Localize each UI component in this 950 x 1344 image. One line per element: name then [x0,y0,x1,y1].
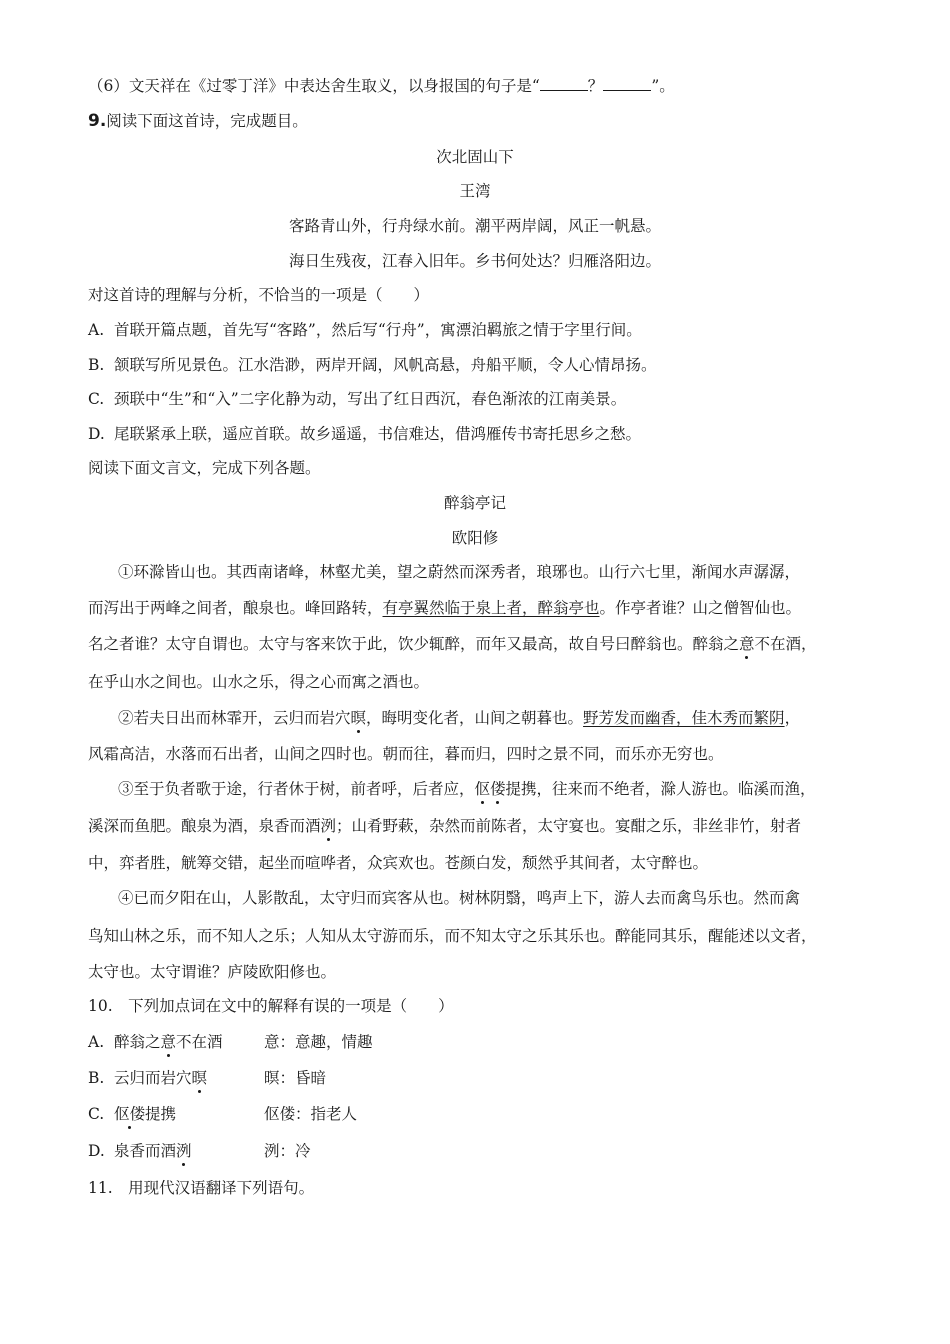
dotted-word: 意 [160,1033,177,1051]
option-word [114,1104,264,1124]
passage-p4-line3: 太守也。太守谓谁？庐陵欧阳修也。 [88,963,337,981]
dotted-word-yi: 意 [739,635,755,653]
poem-line-1: 客路青山外，行舟绿水前。潮平两岸阔，风正一帆悬。 [288,217,661,235]
option-text: 颔联写所见景色。江水浩渺，两岸开阔，风帆高悬，舟船平顺，令人心情昂扬。 [114,356,657,374]
poem-line-2: 海日生残夜，江春入旧年。乡书何处达？归雁洛阳边。 [288,252,661,270]
text-run: 溪深而鱼肥。酿泉为酒，泉香而酒 [88,817,321,835]
dotted-word-yu: 伛 [474,780,491,798]
dotted-word-ming: 暝 [350,709,367,727]
q10-option-c [88,1104,878,1124]
q9-prompt: 阅读下面这首诗，完成题目。 [106,112,308,130]
passage-p2-line2: 风霜高洁，水落而石出者，山间之四时也。朝而往，暮而归，四时之景不同，而乐亦无穷也。 [88,745,724,763]
option-text: 颈联中“生”和“入”二字化静为动，写出了红日西沉，春色渐浓的江南美景。 [114,390,627,408]
q10-option-b [88,1068,878,1088]
option-explanation: 伛偻：指老人 [264,1105,358,1123]
dotted-word-lie: 洌 [320,817,337,835]
dotted-word: 洌 [176,1142,192,1160]
option-explanation: 意：意趣，情趣 [264,1033,373,1051]
dotted-word: 伛偻 [114,1105,146,1123]
option-label: A. [88,1033,105,1051]
option-text: 首联开篇点题，首先写“客路”，然后写“行舟”，寓漂泊羁旅之情于字里行间。 [114,321,642,339]
passage-author: 欧阳修 [451,529,499,547]
q9-option-a [88,320,878,340]
q8-6-text-b: ”。 [651,77,675,95]
text-run: 云归而岩穴 [114,1069,192,1087]
option-text: 尾联紧承上联，遥应首联。故乡遥遥，书信难达，借鸿雁传书寄托思乡之愁。 [114,425,642,443]
text-run: 泉香而酒 [114,1142,177,1160]
passage-p2-line1 [118,708,878,728]
q9-option-b [88,355,878,375]
option-explanation: 暝：昏暗 [264,1069,327,1087]
passage-title: 醉翁亭记 [443,494,506,512]
text-run: ②若夫日出而林霏开，云归而岩穴 [118,709,351,727]
passage-p1-line2 [88,598,878,618]
option-label: C. [88,390,105,408]
text-run: ， [784,709,801,727]
q10-option-a [88,1032,878,1052]
text-run: 不在酒， [754,635,817,653]
text-run: 名之者谁？太守自谓也。太守与客来饮于此，饮少辄醉，而年又最高，故自号曰醉翁也。醉翁之 [88,635,740,653]
text-run: 提携，往来而不绝者，滁人游也。临溪而渔， [505,780,816,798]
q11-question: 11. 用现代汉语翻译下列语句。 [88,1179,315,1197]
passage-p1-line4: 在乎山水之间也。山水之乐，得之心而寓之酒也。 [88,673,430,691]
option-word [114,1032,264,1052]
text-run: ③至于负者歌于途，行者休于树，前者呼，后者应， [118,780,475,798]
passage-p3-line3: 中，弈者胜，觥筹交错，起坐而喧哗者，众宾欢也。苍颜白发，颓然乎其间者，太守醉也。 [88,854,709,872]
answer-blank-2 [603,90,651,91]
text-run: 醉翁之 [114,1033,161,1051]
option-word [114,1141,264,1161]
q10-question: 10. 下列加点词在文中的解释有误的一项是（ ） [88,997,454,1015]
option-label: C. [88,1105,105,1123]
text-run: 。作亭者谁？山之僧智仙也。 [599,599,802,617]
q8-6-sep: ？ [587,77,604,95]
underlined-sentence-2: 野芳发而幽香，佳木秀而繁阴 [583,709,785,727]
dotted-word: 暝 [191,1069,208,1087]
text-run: 提携 [145,1105,177,1123]
passage-p1-line1: ①环滁皆山也。其西南诸峰，林壑尤美，望之蔚然而深秀者，琅琊也。山行六七里，渐闻水声潺潺， [118,563,801,581]
option-label: B. [88,356,105,374]
q9-question: 对这首诗的理解与分析，不恰当的一项是（ ） [88,286,430,304]
dotted-word-lou: 偻 [490,780,506,798]
q8-6-line [88,76,878,96]
text-run: ，晦明变化者，山间之朝暮也。 [366,709,584,727]
answer-blank-1 [540,90,588,91]
option-label: B. [88,1069,105,1087]
text-run: 不在酒 [176,1033,223,1051]
q9-prompt-line [88,111,878,131]
passage-p4-line2: 鸟知山林之乐，而不知人之乐；人知从太守游而乐，而不知太守之乐其乐也。醉能同其乐，醒能述以文者， [88,927,817,945]
passage-p3-line1 [118,779,878,799]
q9-option-c [88,389,878,409]
option-explanation: 洌：冷 [264,1142,311,1160]
text-run: ；山肴野蔌，杂然而前陈者，太守宴也。宴酣之乐，非丝非竹，射者 [336,817,802,835]
passage-p1-line3 [88,634,878,654]
q8-6-text-a: （6）文天祥在《过零丁洋》中表达舍生取义，以身报国的句子是“ [88,77,540,95]
option-label: D. [88,425,105,443]
option-label: A. [88,321,105,339]
underlined-sentence-1: 有亭翼然临于泉上者，醉翁亭也 [382,599,600,617]
option-label: D. [88,1142,105,1160]
option-word [114,1068,264,1088]
text-run: 而泻出于两峰之间者，酿泉也。峰回路转， [88,599,383,617]
classical-prompt: 阅读下面文言文，完成下列各题。 [88,459,321,477]
passage-p4-line1: ④已而夕阳在山，人影散乱，太守归而宾客从也。树林阴翳，鸣声上下，游人去而禽鸟乐也。然而禽 [118,889,801,907]
passage-p3-line2 [88,816,878,836]
poem-title: 次北固山下 [436,148,514,166]
q10-option-d [88,1141,878,1161]
q9-number: 9. [88,111,107,131]
poem-author: 王湾 [459,182,491,200]
q9-option-d [88,424,878,444]
